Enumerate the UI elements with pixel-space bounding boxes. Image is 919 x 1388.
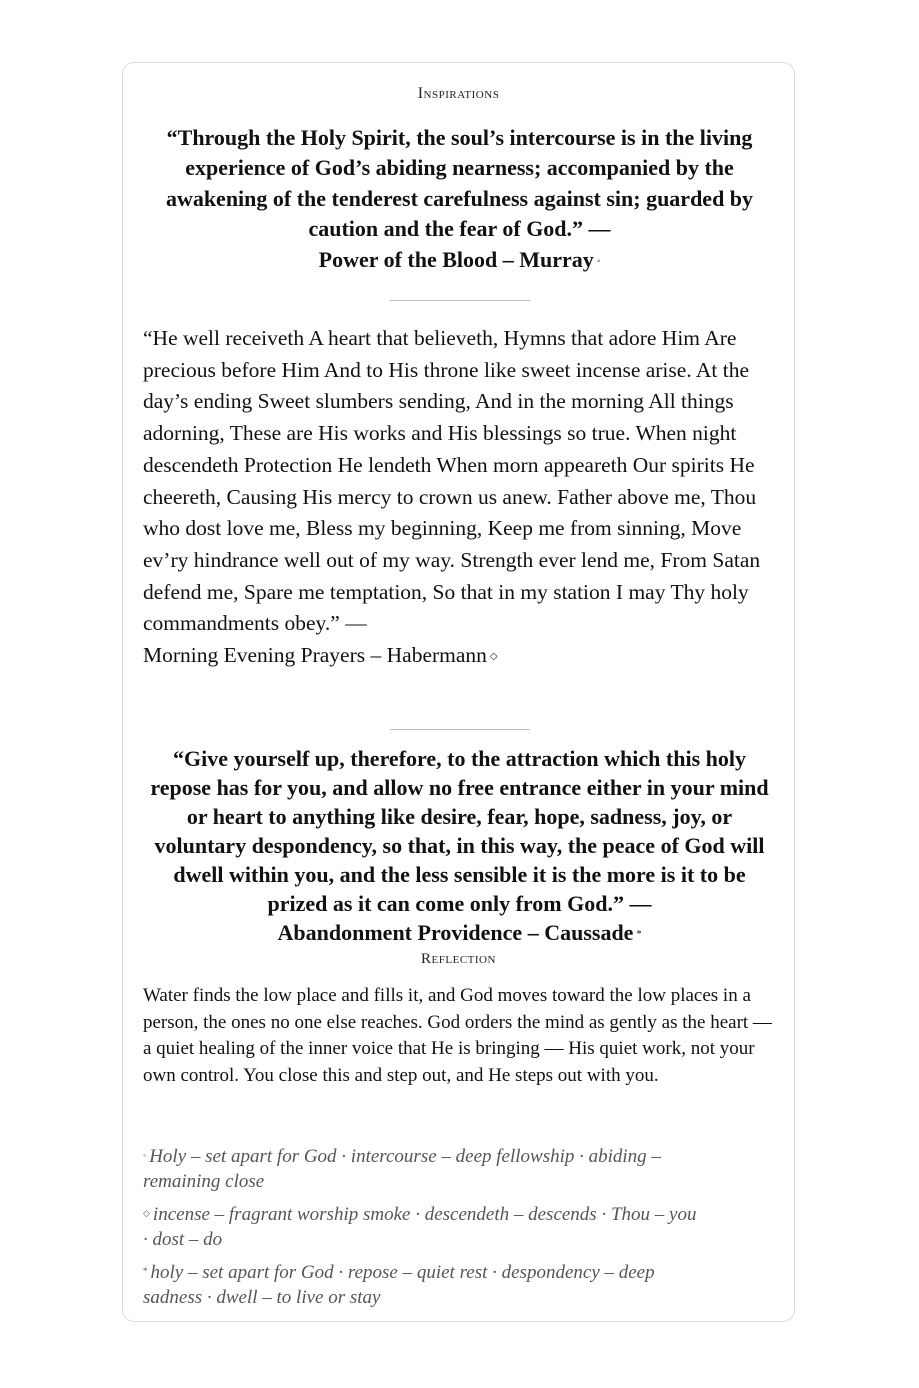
glossary-item bbox=[143, 1259, 703, 1310]
section-divider bbox=[390, 300, 530, 301]
quote-text: “Through the Holy Spirit, the soul’s intercourse is in the living experience of God’s abiding nearness; accompanied by the awakening of the tenderest carefulness against sin; guarded by caution and the fear of God.” — bbox=[165, 125, 754, 242]
footnote-marker: ◇ bbox=[489, 651, 498, 663]
section-divider bbox=[390, 729, 530, 730]
reflection-text: Water finds the low place and fills it, and God moves toward the low places in a person, the ones no one else reaches. God orders the mind as gently as the heart — a quiet healing of the inner voice that He is bringing — His quiet work, not your own control. You close this and step out, and He steps out with you. bbox=[143, 985, 772, 1087]
quote-habermann bbox=[143, 323, 783, 673]
devotional-card bbox=[122, 62, 795, 1322]
reflection-heading: Reflection bbox=[421, 951, 496, 967]
inspirations-heading: Inspirations bbox=[417, 85, 500, 102]
quote-caussade bbox=[143, 744, 776, 949]
quote-murray bbox=[143, 123, 776, 277]
glossary-item bbox=[143, 1143, 703, 1194]
glossary-marker: ◇ bbox=[143, 1208, 150, 1218]
footnote-marker: * bbox=[636, 929, 642, 940]
quote-text: “He well receiveth A heart that believeth, Hymns that adore Him Are precious before Him And to His throne like sweet incense arise. At the day’s ending Sweet slumbers sending, And in the morning All things adorning, These are His works and His blessings so true. When night descendeth Protection He lendeth When morn appeareth Our spirits He cheereth, Causing His mercy to crown us anew. Father above me, Thou who dost love me, Bless my beginning, Keep me from sinning, Move ev’ry hindrance well out of my way. Strength ever lend me, From Satan defend me, Spare me temptation, So that in my station I may Thy holy commandments obey.” — bbox=[143, 326, 761, 636]
glossary-marker: * bbox=[143, 1266, 148, 1276]
quote-attribution: Power of the Blood – Murray bbox=[318, 246, 594, 272]
glossary-text: holy – set apart for God · repose – quiet rest · despondency – deep sadness · dwell – to live or stay bbox=[143, 1262, 655, 1308]
quote-text: “Give yourself up, therefore, to the attraction which this holy repose has for you, and allow no free entrance either in your mind or heart to anything like desire, fear, hope, sadness, joy, or voluntary despondency, so that, in this way, the peace of God will dwell within you, and the less sensible it is the more is it to be prized as it can come only from God.” — bbox=[150, 746, 769, 916]
footnote-marker: ◦ bbox=[596, 255, 601, 267]
quote-attribution: Morning Evening Prayers – Habermann bbox=[143, 643, 487, 668]
glossary-item bbox=[143, 1201, 703, 1252]
quote-attribution: Abandonment Providence – Caussade bbox=[277, 920, 634, 945]
glossary-marker: ◦ bbox=[143, 1150, 147, 1160]
glossary-text: incense – fragrant worship smoke · descendeth – descends · Thou – you · dost – do bbox=[143, 1204, 697, 1250]
glossary-text: Holy – set apart for God · intercourse – deep fellowship · abiding – remaining close bbox=[143, 1146, 661, 1192]
